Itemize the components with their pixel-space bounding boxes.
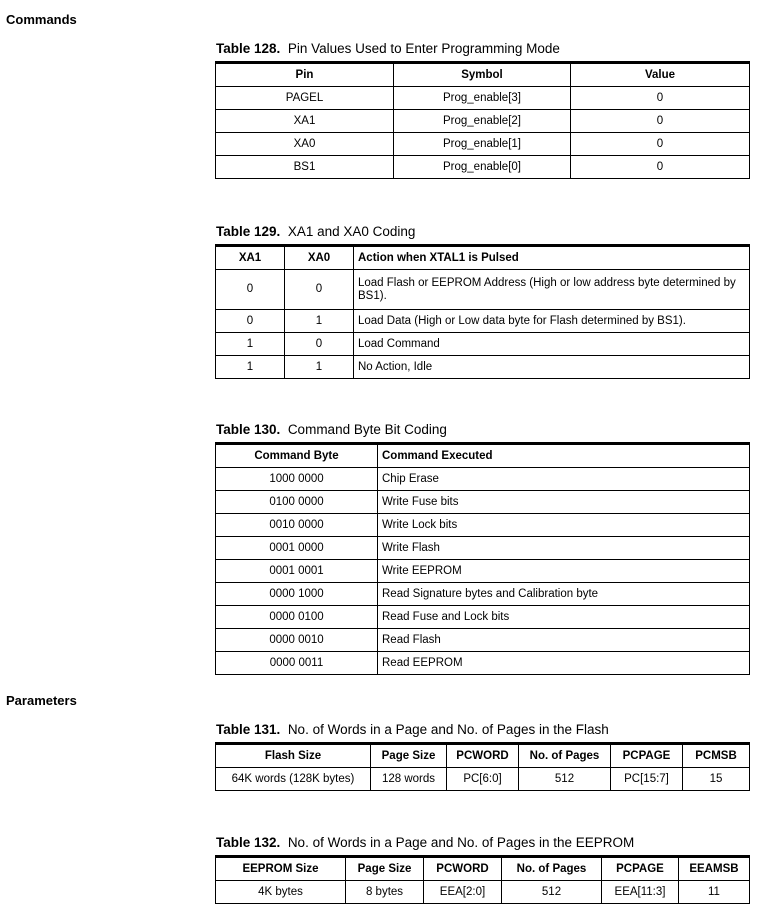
cell: Prog_enable[0] [394, 156, 571, 179]
cell: EEA[11:3] [602, 881, 679, 904]
cell: 15 [683, 768, 750, 791]
column-header: Page Size [371, 744, 447, 768]
cell: 0100 0000 [216, 491, 378, 514]
table-number: Table 128. [216, 41, 281, 56]
cell: Read EEPROM [378, 652, 750, 675]
cell: 0000 0100 [216, 606, 378, 629]
table-number: Table 130. [216, 422, 281, 437]
table-row [216, 768, 750, 791]
section-heading-parameters: Parameters [6, 693, 77, 708]
cell: Chip Erase [378, 468, 750, 491]
column-header: Command Executed [378, 444, 750, 468]
table-130-caption [216, 422, 447, 437]
cell: 4K bytes [216, 881, 346, 904]
table-row [216, 629, 750, 652]
cell: 0 [285, 333, 354, 356]
cell: Read Signature bytes and Calibration byte [378, 583, 750, 606]
table-132 [215, 855, 750, 904]
column-header: EEPROM Size [216, 857, 346, 881]
table-row [216, 560, 750, 583]
cell: Prog_enable[1] [394, 133, 571, 156]
table-row [216, 310, 750, 333]
table-title: XA1 and XA0 Coding [287, 224, 416, 239]
table-number: Table 129. [216, 224, 281, 239]
cell: 0 [216, 310, 285, 333]
cell: XA0 [216, 133, 394, 156]
cell: 8 bytes [346, 881, 424, 904]
table-number: Table 131. [216, 722, 281, 737]
cell: 1 [285, 310, 354, 333]
cell: 0001 0001 [216, 560, 378, 583]
column-header: Page Size [346, 857, 424, 881]
table-row [216, 333, 750, 356]
table-row [216, 537, 750, 560]
cell: Read Fuse and Lock bits [378, 606, 750, 629]
cell: 0 [571, 87, 750, 110]
table-row [216, 468, 750, 491]
column-header: No. of Pages [519, 744, 611, 768]
column-header: EEAMSB [679, 857, 750, 881]
table-number: Table 132. [216, 835, 281, 850]
section-heading-commands: Commands [6, 12, 77, 27]
cell: Write Flash [378, 537, 750, 560]
cell: Write Lock bits [378, 514, 750, 537]
cell: XA1 [216, 110, 394, 133]
table-title: No. of Words in a Page and No. of Pages in the Flash [287, 722, 609, 737]
column-header: Value [571, 63, 750, 87]
cell: 0 [571, 156, 750, 179]
table-row [216, 356, 750, 379]
cell: Load Flash or EEPROM Address (High or low address byte determined by BS1). [354, 270, 750, 310]
table-row [216, 87, 750, 110]
column-header: Flash Size [216, 744, 371, 768]
column-header: PCPAGE [611, 744, 683, 768]
cell: Prog_enable[2] [394, 110, 571, 133]
cell: 1 [216, 356, 285, 379]
table-row [216, 881, 750, 904]
table-row [216, 652, 750, 675]
table-131-caption [216, 722, 609, 737]
cell: No Action, Idle [354, 356, 750, 379]
cell: 0000 0010 [216, 629, 378, 652]
table-row [216, 514, 750, 537]
column-header: No. of Pages [502, 857, 602, 881]
cell: 0 [571, 133, 750, 156]
cell: PC[6:0] [447, 768, 519, 791]
cell: Load Data (High or Low data byte for Flash determined by BS1). [354, 310, 750, 333]
cell: 64K words (128K bytes) [216, 768, 371, 791]
cell: Write Fuse bits [378, 491, 750, 514]
table-row [216, 133, 750, 156]
cell: 1000 0000 [216, 468, 378, 491]
cell: Load Command [354, 333, 750, 356]
cell: Read Flash [378, 629, 750, 652]
table-128 [215, 61, 750, 179]
cell: 0010 0000 [216, 514, 378, 537]
column-header: Pin [216, 63, 394, 87]
column-header: XA1 [216, 246, 285, 270]
table-row [216, 110, 750, 133]
cell: PAGEL [216, 87, 394, 110]
table-130 [215, 442, 750, 675]
cell: 0000 0011 [216, 652, 378, 675]
cell: 0 [216, 270, 285, 310]
table-title: Pin Values Used to Enter Programming Mode [287, 41, 560, 56]
cell: BS1 [216, 156, 394, 179]
cell: 0 [571, 110, 750, 133]
table-129 [215, 244, 750, 379]
table-row [216, 583, 750, 606]
cell: 1 [285, 356, 354, 379]
column-header: PCWORD [447, 744, 519, 768]
column-header: Command Byte [216, 444, 378, 468]
table-row [216, 156, 750, 179]
table-131 [215, 742, 750, 791]
cell: PC[15:7] [611, 768, 683, 791]
cell: Write EEPROM [378, 560, 750, 583]
table-129-caption [216, 224, 415, 239]
cell: 11 [679, 881, 750, 904]
cell: 0 [285, 270, 354, 310]
cell: 1 [216, 333, 285, 356]
cell: Prog_enable[3] [394, 87, 571, 110]
cell: 512 [519, 768, 611, 791]
column-header: PCWORD [424, 857, 502, 881]
table-row [216, 491, 750, 514]
cell: 0000 1000 [216, 583, 378, 606]
cell: EEA[2:0] [424, 881, 502, 904]
table-title: No. of Words in a Page and No. of Pages in the EEPROM [287, 835, 635, 850]
column-header: PCMSB [683, 744, 750, 768]
cell: 512 [502, 881, 602, 904]
table-132-caption [216, 835, 634, 850]
column-header: XA0 [285, 246, 354, 270]
table-128-caption [216, 41, 560, 56]
column-header: PCPAGE [602, 857, 679, 881]
cell: 0001 0000 [216, 537, 378, 560]
table-row [216, 270, 750, 310]
column-header: Action when XTAL1 is Pulsed [354, 246, 750, 270]
column-header: Symbol [394, 63, 571, 87]
cell: 128 words [371, 768, 447, 791]
table-title: Command Byte Bit Coding [287, 422, 447, 437]
table-row [216, 606, 750, 629]
